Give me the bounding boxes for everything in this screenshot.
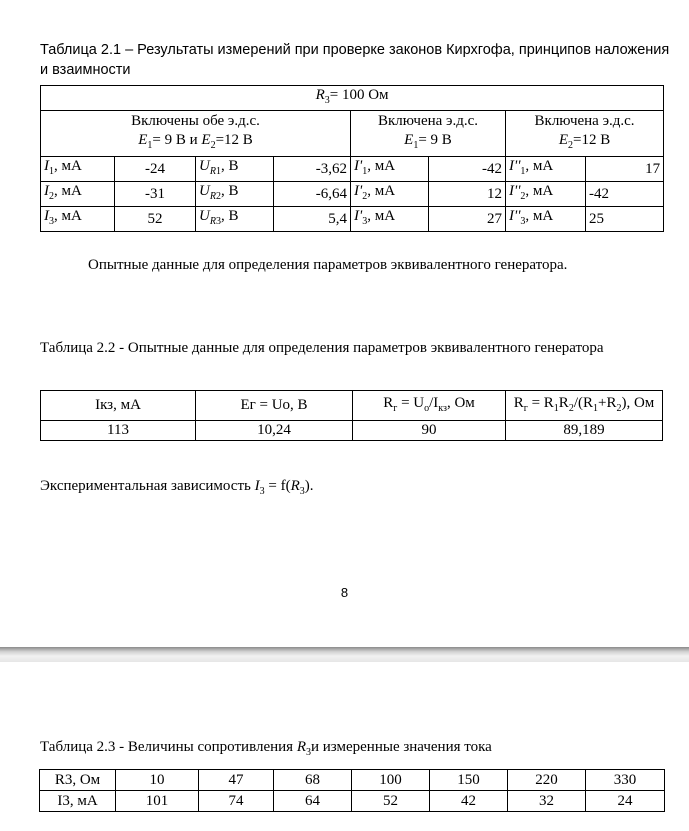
table-cell: 32 (508, 791, 586, 812)
table-cell: $I''_1$, мА (506, 157, 586, 182)
table-cell: 150 (430, 770, 508, 791)
table-row (41, 182, 664, 207)
table-row (41, 157, 664, 182)
table-cell: $I''_3$, мА (506, 207, 586, 232)
group-e2-emf: Включена э.д.с. $E_2=12$ В (506, 111, 664, 157)
table-cell: 10 (116, 770, 199, 791)
table-row (40, 791, 665, 812)
table-cell: 74 (199, 791, 274, 812)
table-cell: 27 (429, 207, 506, 232)
table-cell: -42 (429, 157, 506, 182)
table-cell: 10,24 (196, 421, 353, 441)
table-cell: 64 (274, 791, 352, 812)
table-cell: 25 (586, 207, 664, 232)
table-cell: 17 (586, 157, 664, 182)
table-2-2 (40, 390, 663, 441)
table-row (40, 770, 665, 791)
header-rg-parallel: $R_г = R_1R_2/(R_1+R_2)$, Ом (506, 391, 663, 421)
table-cell: $I_1$, мА (41, 157, 115, 182)
table-row (41, 391, 663, 421)
group-both-emf: Включены обе э.д.с. $E_1= 9$ В и $E_2=12$ В (41, 111, 351, 157)
paragraph-dependency: Экспериментальная зависимость $I_3 = f(R_3)$. (40, 478, 314, 497)
table-cell: 47 (199, 770, 274, 791)
header-rg-ratio: $R_г = U_o/I_{кз}$, Ом (353, 391, 506, 421)
table-cell: R3, Ом (40, 770, 116, 791)
table-cell: 330 (586, 770, 665, 791)
table-cell: 220 (508, 770, 586, 791)
table-cell: 42 (430, 791, 508, 812)
table-cell: 52 (115, 207, 196, 232)
header-ikz: Iкз, мА (41, 391, 196, 421)
table-2-2-caption: Таблица 2.2 - Опытные данные для определения параметров эквивалентного генератора (40, 340, 604, 356)
table-cell: 52 (352, 791, 430, 812)
table-cell: $I'_2$, мА (351, 182, 429, 207)
table-cell: -3,62 (274, 157, 351, 182)
table-cell: 68 (274, 770, 352, 791)
r3-header: $R_3= 100$ Ом (41, 86, 664, 111)
table-2-1-caption: Таблица 2.1 – Результаты измерений при проверке законов Кирхгофа, принципов наложения и взаимности (40, 42, 670, 78)
table-cell: 113 (41, 421, 196, 441)
table-cell: 24 (586, 791, 665, 812)
table-cell: $I_2$, мА (41, 182, 115, 207)
table-cell: 101 (116, 791, 199, 812)
table-cell: $I'_1$, мА (351, 157, 429, 182)
table-2-3-caption: Таблица 2.3 - Величины сопротивления $R_3и$ измеренные значения тока (40, 739, 492, 758)
table-cell: $I_3$, мА (41, 207, 115, 232)
table-cell: 89,189 (506, 421, 663, 441)
table-row (41, 111, 664, 157)
table-cell: 100 (352, 770, 430, 791)
table-row (41, 421, 663, 441)
table-cell: $U_{R1}$, В (196, 157, 274, 182)
table-cell: I3, мА (40, 791, 116, 812)
table-cell: $U_{R2}$, В (196, 182, 274, 207)
table-cell: -42 (586, 182, 664, 207)
table-row (41, 86, 664, 111)
page-break-divider (0, 647, 689, 662)
table-cell: $I'_3$, мА (351, 207, 429, 232)
table-cell: 12 (429, 182, 506, 207)
table-cell: -31 (115, 182, 196, 207)
table-cell: -24 (115, 157, 196, 182)
table-cell: $U_{R3}$, В (196, 207, 274, 232)
table-row (41, 207, 664, 232)
table-cell: 5,4 (274, 207, 351, 232)
table-cell: $I''_2$, мА (506, 182, 586, 207)
group-e1-emf: Включена э.д.с. $E_1= 9$ В (351, 111, 506, 157)
page-number: 8 (340, 585, 349, 600)
table-cell: -6,64 (274, 182, 351, 207)
paragraph-equivalent-generator: Опытные данные для определения параметров эквивалентного генератора. (88, 257, 568, 273)
header-eg: Eг = Uo, В (196, 391, 353, 421)
table-cell: 90 (353, 421, 506, 441)
table-2-1 (40, 85, 664, 232)
table-2-3 (39, 769, 665, 812)
